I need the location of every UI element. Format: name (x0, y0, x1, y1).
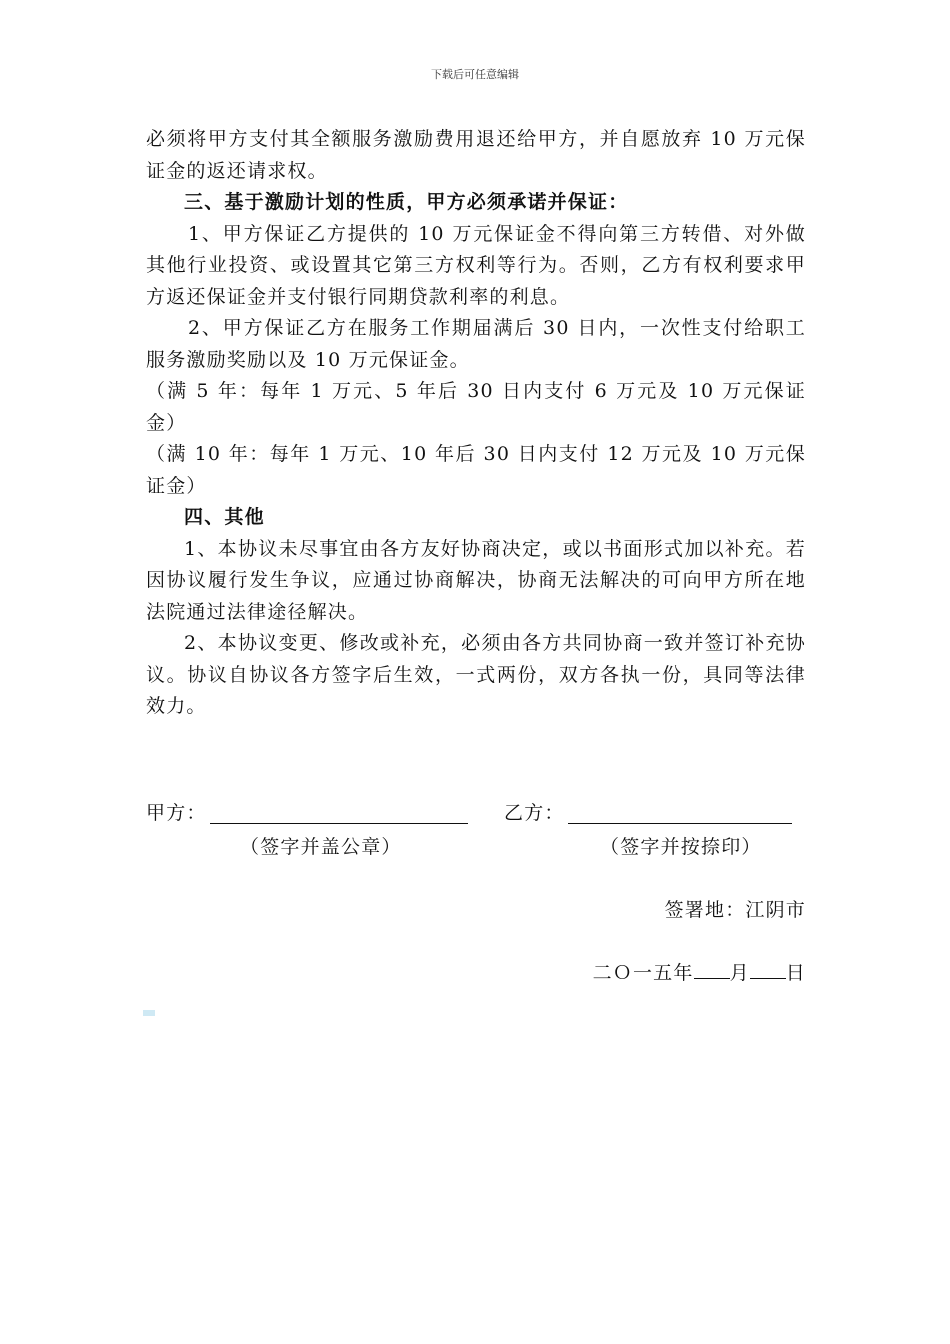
month-blank (694, 960, 730, 979)
signature-row (146, 798, 806, 828)
party-a-label: 甲方： (146, 802, 207, 824)
section-heading-4: 四、其他 (184, 506, 265, 528)
signing-place: 签署地：江阴市 (664, 899, 806, 921)
date-year: 二Ｏ一五年 (592, 962, 694, 984)
paragraph-deposit-use: 1、甲方保证乙方提供的 10 万元保证金不得向第三方转借、对外做其他行业投资、或设置其它第三方权利等行为。否则，乙方有权利要求甲方返还保证金并支付银行同期贷款利率的利息。 (146, 222, 806, 308)
paragraph-refund: 必须将甲方支付其全额服务激励费用退还给甲方，并自愿放弃 10 万元保证金的返还请求权。 (146, 128, 806, 182)
agreement-body (146, 124, 806, 723)
party-a-signature-note: （签字并盖公章） (240, 836, 402, 858)
date-day: 日 (785, 962, 806, 984)
paragraph-payment-terms: 2、甲方保证乙方在服务工作期届满后 30 日内，一次性支付给职工服务激励奖励以及 10 万元保证金。 (146, 317, 806, 371)
party-a-signature-line (210, 823, 468, 824)
party-b-label: 乙方： (504, 802, 565, 824)
party-b-signature-line (568, 823, 792, 824)
paragraph-amendments: 2、本协议变更、修改或补充，必须由各方共同协商一致并签订补充协议。协议自协议各方签字后生效，一式两份，双方各执一份，具同等法律效力。 (146, 632, 806, 717)
text-cursor-marker (143, 1010, 155, 1016)
day-blank (750, 960, 786, 979)
paragraph-5-year: （满 5 年：每年 1 万元、5 年后 30 日内支付 6 万元及 10 万元保证金） (146, 380, 806, 434)
party-b-signature-note: （签字并按捺印） (600, 836, 762, 858)
date-month: 月 (729, 962, 750, 984)
page-header: 下载后可任意编辑 (431, 68, 519, 81)
section-heading-3: 三、基于激励计划的性质，甲方必须承诺并保证： (184, 191, 629, 213)
signing-date (593, 958, 806, 985)
paragraph-disputes: 1、本协议未尽事宜由各方友好协商决定，或以书面形式加以补充。若因协议履行发生争议，应通过协商解决，协商无法解决的可向甲方所在地法院通过法律途径解决。 (146, 537, 806, 623)
paragraph-10-year: （满 10 年：每年 1 万元、10 年后 30 日内支付 12 万元及 10 万元保证金） (146, 443, 806, 497)
